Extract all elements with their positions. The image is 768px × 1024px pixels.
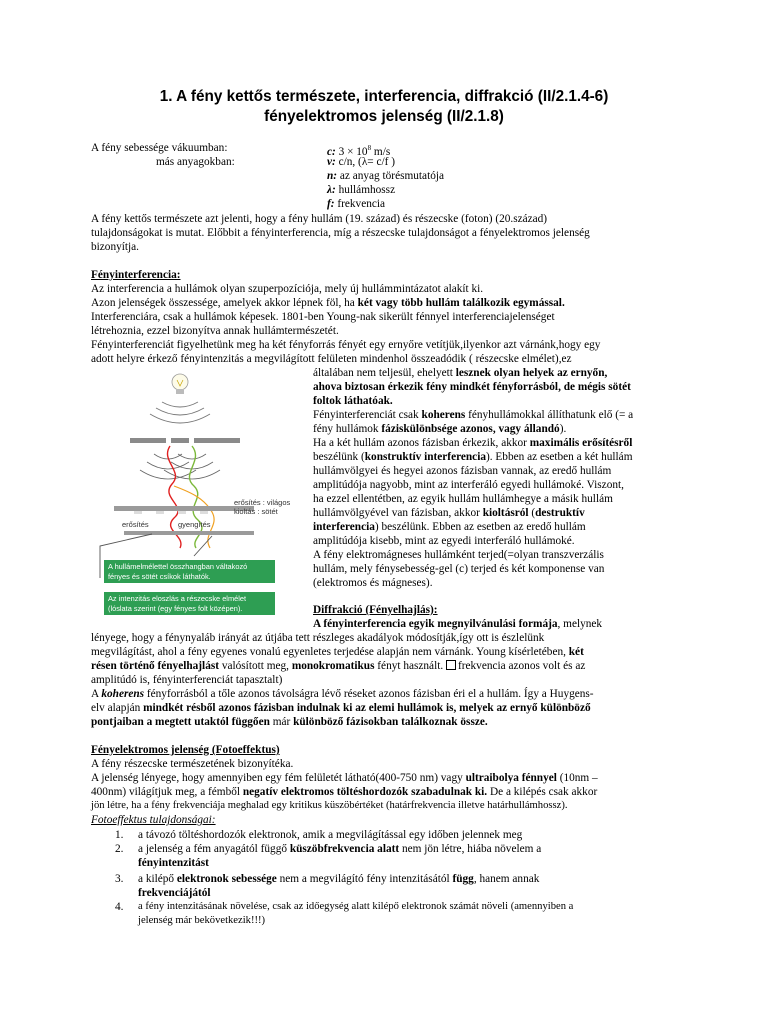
interference-r12: interferencia) beszélünk. Ebben az esetben az eredő hullám — [313, 521, 586, 533]
interference-r11: hullámvölgyével van fázisban, akkor kioltásról (destruktív — [313, 507, 585, 519]
list-item-number: 2. — [115, 843, 124, 855]
diffraction-line-4: résen történő fényelhajlást valósított meg, monokromatikus fényt használt. frekvencia azonos volt és az — [91, 660, 586, 672]
interference-r14: A fény elektromágneses hullámként terjed(=olyan transzverzális — [313, 549, 604, 561]
interference-heading: Fényinterferencia: — [91, 269, 181, 281]
diffraction-line-6: A koherens fényforrásból a tőle azonos távolságra lévő réseket azonos fázisban éri el a hullám. Így a Huygens- — [91, 688, 594, 700]
fringe-pattern — [134, 511, 208, 514]
interference-line-1: Az interferencia a hullámok olyan szuperpozíciója, mely új hullámmintázatot alakít ki. — [91, 283, 484, 295]
list-item: a távozó töltéshordozók elektronok, amik a megvilágítással egy időben jelennek meg — [138, 829, 523, 841]
diffraction-line-7: elv alapján mindkét résből azonos fázisban indulnak ki az elemi hullámok is, melyek az ernyő különböző — [91, 702, 591, 714]
interference-r7: beszélünk (konstruktív interferencia). Ebben az esetben a két hullám — [313, 451, 633, 463]
slit-barrier — [130, 438, 240, 443]
list-item-number: 3. — [115, 873, 124, 885]
interference-r4: Fényinterferenciát csak koherens fényhullámokkal állíthatunk elő (= a — [313, 409, 634, 421]
diffraction-line-2: lényege, hogy a fénynyaláb irányát az útjába tett részleges akadályok módosítják,így ott is észlelünk — [91, 632, 545, 644]
list-item-continuation: frekvenciájától — [138, 887, 211, 899]
photo-props-heading: Fotoeffektus tulajdonságai: — [91, 814, 216, 826]
list-item: a jelenség a fém anyagától függő küszöbfrekvencia alatt nem jön létre, hiába növelem a — [138, 843, 542, 855]
intro-line-1: A fény kettős természete azt jelenti, hogy a fény hullám (19. század) és részecske (foton) (20.század) — [91, 213, 548, 225]
orange-wave — [174, 486, 214, 548]
light-bulb-icon — [172, 374, 188, 394]
label-gyengites: gyengítés — [178, 520, 211, 529]
photo-line-4: jön létre, ha a fény frekvenciája meghalad egy kritikus küszöbértéket (határfrekvencia illetve határhullámhossz). — [91, 800, 568, 811]
interference-r5: fény hullámok fáziskülönbsége azonos, vagy állandó). — [313, 423, 567, 435]
interference-r8: hullámvölgyei és hegyei azonos fázisban vannak, az eredő hullám — [313, 465, 612, 477]
list-item: a fény intenzitásának növelése, csak az időegység alatt kilépő elektronok számát növeli (amennyiben a — [138, 901, 574, 912]
list-item-continuation: jelenség már bekövetkezik!!!) — [138, 915, 266, 926]
interference-line-6: adott helyre érkező fényintenzitás a megvilágított felületen mindenhol összeadódik ( részecske elmélet),ez — [91, 353, 572, 365]
interference-r10: ha ezzel ellentétben, az egyik hullám hullámhegye a másik hullám — [313, 493, 613, 505]
page-subtitle: fényelektromos jelenség (II/2.1.8) — [264, 108, 504, 125]
interference-r6: Ha a két hullám azonos fázisban érkezik, akkor maximális erősítésről — [313, 437, 633, 449]
photo-line-3: 400nm) világítjuk meg, a fémből negatív elektromos töltéshordozók szabadulnak ki. De a kilépés csak akkor — [91, 786, 598, 798]
intro-line-2: tulajdonságokat is mutat. Előbbit a fényinterferencia, míg a részecske tulajdonságot a fényelektromos jelenség — [91, 227, 590, 239]
label-kioltas-sotet: kioltás : sötét — [234, 507, 278, 516]
photo-line-2: A jelenség lényege, hogy amennyiben egy fém felületét látható(400-750 nm) vagy ultraibolya fénnyel (10nm – — [91, 772, 598, 784]
interference-r16: (elektromos és mágneses). — [313, 577, 433, 589]
interference-line-2: Azon jelenségek összessége, amelyek akkor lépnek föl, ha két vagy több hullám találkozik egymással. — [91, 297, 565, 309]
label-erosites: erősítés — [122, 520, 149, 529]
interference-line-3: Interferenciára, csak a hullámok képesek. 1801-ben Young-nak sikerült fénnyel interferenciajelenséget — [91, 311, 555, 323]
list-item-number: 1. — [115, 829, 124, 841]
speed-vacuum-label: A fény sebessége vákuumban: — [91, 142, 228, 154]
diffraction-line-1: A fényinterferencia egyik megnyilvánulási formája, melynek — [313, 618, 603, 630]
photo-heading: Fényelektromos jelenség (Fotoeffektus) — [91, 744, 280, 756]
label-erosites-vilagos: erősítés : világos — [234, 498, 291, 507]
interference-r3: foltok láthatóak. — [313, 395, 393, 407]
speed-v-line: v: c/n, (λ= c/f ) — [327, 156, 395, 168]
figure-caption-wave-theory: A hullámelmélettel összhangban váltakozó fényes és sötét csíkok láthatók. — [104, 560, 275, 583]
diffraction-heading: Diffrakció (Fényelhajlás): — [313, 604, 438, 616]
interference-line-4: létrehoznia, ezzel bizonyítva annak hullámtermészetét. — [91, 325, 339, 337]
diffraction-line-8: pontjaiban a megtett utaktól függően már különböző fázisokban találkoznak össze. — [91, 716, 488, 728]
page-title: 1. A fény kettős természete, interferencia, diffrakció (II/2.1.4-6) — [159, 88, 609, 105]
interference-r15: hullám, mely fénysebesség-gel (c) terjed és két komponense van — [313, 563, 605, 575]
checkbox-glyph-icon — [446, 660, 456, 670]
speed-f-line: f: frekvencia — [327, 198, 386, 210]
screen-bottom — [124, 531, 254, 535]
interference-r13: amplitúdója kisebb, mint az egyedi interferáló hullámoké. — [313, 535, 575, 547]
speed-lambda-line: λ: hullámhossz — [327, 184, 396, 196]
wavefronts-slits — [140, 454, 220, 479]
diffraction-line-3: megvilágítást, ahol a fény egyenes vonalú egyenletes terjedése alapján nem várnánk. Young kísérletében, két — [91, 646, 584, 658]
figure-caption-particle-theory: Az intenzitás eloszlás a részecske elmélet (lóslata szerint (egy fényes folt középen). — [104, 592, 275, 615]
interference-r9: amplitúdója nagyobb, mint az interferáló egyedi hullámoké. Viszont, — [313, 479, 624, 491]
interference-r1: általában nem teljesül, ehelyett lesznek olyan helyek az ernyőn, — [313, 367, 608, 379]
interference-line-5: Fényinterferenciát figyelhetünk meg ha két fényforrás fényét egy ernyőre vetítjük,ilyenkor azt várnánk,hogy egy — [91, 339, 601, 351]
wavefronts-top — [150, 402, 210, 423]
screen-top — [114, 506, 254, 511]
photo-line-1: A fény részecske természetének bizonyítéka. — [91, 758, 294, 770]
list-item-continuation: fényintenzitást — [138, 857, 209, 869]
list-item: a kilépő elektronok sebessége nem a megvilágító fény intenzitásától függ, hanem annak — [138, 873, 540, 885]
diffraction-line-5: amplitúdó is, fényinterferenciát tapasztalt) — [91, 674, 283, 686]
intro-line-3: bizonyítja. — [91, 241, 140, 253]
list-item-number: 4. — [115, 901, 124, 913]
speed-n-line: n: az anyag törésmutatója — [327, 170, 445, 182]
speed-c-line: c: $3 \times 10^8$ m/s — [327, 144, 391, 158]
interference-r2: ahova biztosan érkezik fény mindkét fényforrásból, de mégis sötét — [313, 381, 631, 393]
speed-other-label: más anyagokban: — [156, 156, 235, 168]
